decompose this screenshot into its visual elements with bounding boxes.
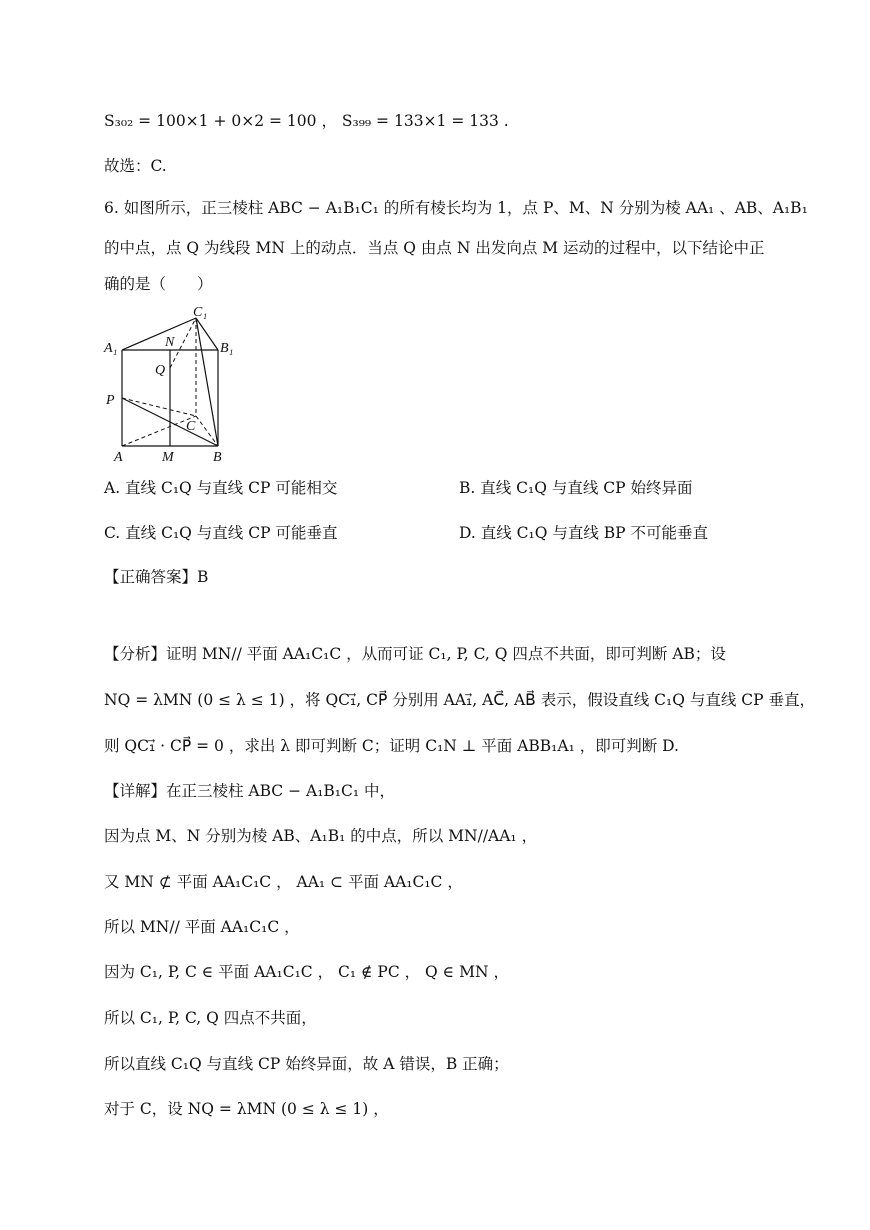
label-B: B	[213, 450, 222, 464]
analysis-line-3: 则 QC₁⃗ · CP⃗ = 0 ，求出 λ 即可判断 C；证明 C₁N ⊥ 平面 ABB₁A₁ ，即可判断 D.	[104, 737, 679, 755]
prism-figure	[100, 304, 260, 464]
segment-C1B	[196, 318, 218, 446]
edge-CB	[196, 416, 218, 446]
option-b: B. 直线 C₁Q 与直线 CP 始终异面	[459, 479, 693, 497]
detail-line-5: 因为 C₁, P, C ∈ 平面 AA₁C₁C ， C₁ ∉ PC ， Q ∈ MN ，	[104, 963, 509, 981]
option-d: D. 直线 C₁Q 与直线 BP 不可能垂直	[459, 524, 709, 542]
label-A: A	[114, 450, 123, 464]
label-C: C	[186, 419, 196, 434]
question-text-1: 6. 如图所示，正三棱柱 ABC − A₁B₁C₁ 的所有棱长均为 1，点 P、M、N 分别为棱 AA₁ 、AB、A₁B₁	[104, 199, 808, 217]
detail-line-8: 对于 C，设 NQ = λMN (0 ≤ λ ≤ 1) ，	[104, 1100, 389, 1118]
edge-AC	[122, 416, 196, 446]
prev-choice-line: 故选：C.	[104, 157, 167, 175]
option-c: C. 直线 C₁Q 与直线 CP 可能垂直	[104, 524, 338, 542]
question-text-3: 确的是（ ）	[104, 275, 213, 293]
analysis-line-1: 【分析】证明 MN// 平面 AA₁C₁C ，从而可证 C₁, P, C, Q 四点不共面，即可判断 AB；设	[104, 645, 726, 663]
segment-PC	[122, 398, 196, 416]
edge-A1C1	[122, 318, 196, 350]
detail-line-4: 所以 MN// 平面 AA₁C₁C ，	[104, 918, 300, 936]
label-B1: B₁	[220, 341, 234, 356]
label-A1: A₁	[104, 341, 118, 356]
question-text-2: 的中点，点 Q 为线段 MN 上的动点．当点 Q 由点 N 出发向点 M 运动的过程中，以下结论中正	[104, 239, 765, 257]
prev-solution-line: S₃₀₂ = 100×1 + 0×2 = 100 ， S₃₉₉ = 133×1 = 133 .	[104, 112, 509, 130]
label-N: N	[165, 335, 175, 350]
detail-line-7: 所以直线 C₁Q 与直线 CP 始终异面，故 A 错误，B 正确；	[104, 1055, 509, 1073]
label-Q: Q	[155, 363, 166, 378]
label-P: P	[106, 393, 115, 408]
detail-line-6: 所以 C₁, P, C, Q 四点不共面，	[104, 1009, 317, 1027]
detail-line-3: 又 MN ⊄ 平面 AA₁C₁C ， AA₁ ⊂ 平面 AA₁C₁C ，	[104, 873, 463, 891]
correct-answer: 【正确答案】B	[104, 568, 209, 586]
detail-line-2: 因为点 M、N 分别为棱 AB、A₁B₁ 的中点，所以 MN//AA₁ ，	[104, 827, 538, 845]
detail-line-1: 【详解】在正三棱柱 ABC − A₁B₁C₁ 中，	[104, 782, 396, 800]
option-a: A. 直线 C₁Q 与直线 CP 可能相交	[104, 479, 338, 497]
label-M: M	[162, 450, 174, 464]
analysis-line-2: NQ = λMN (0 ≤ λ ≤ 1) ，将 QC₁⃗, CP⃗ 分别用 AA₁⃗, AC⃗, AB⃗ 表示，假设直线 C₁Q 与直线 CP 垂直，	[104, 691, 816, 709]
label-C1: C₁	[193, 305, 208, 320]
